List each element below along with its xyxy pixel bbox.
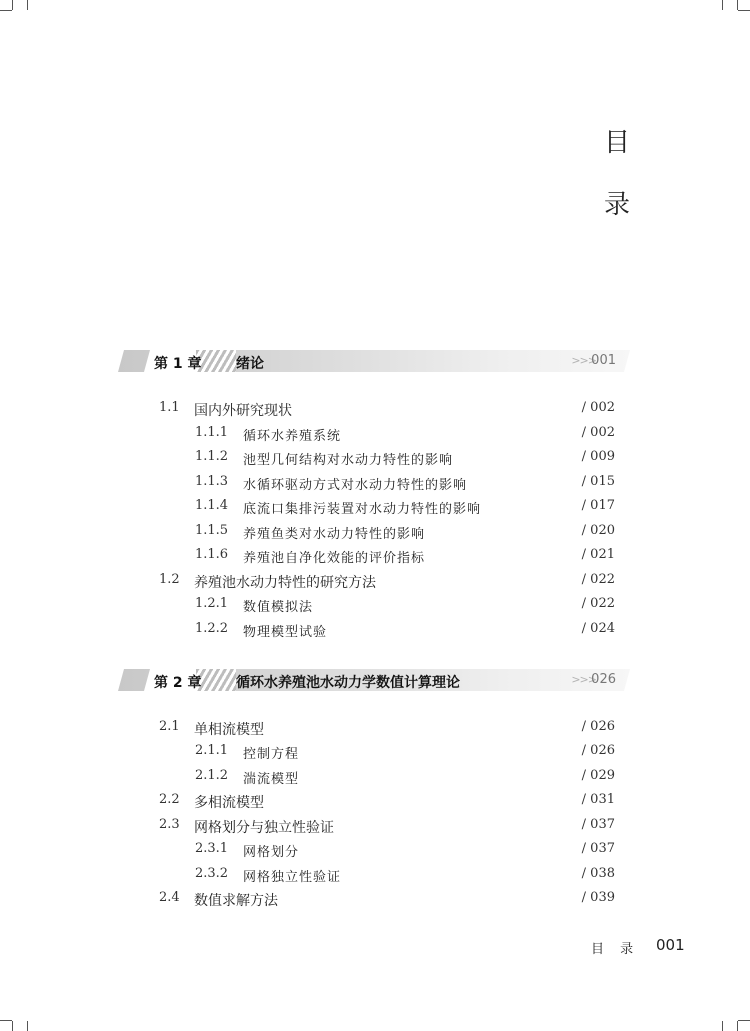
entry-page: / 009 [581,449,615,464]
entry-page: / 024 [581,621,615,636]
entry-number: 1.1 [159,400,180,415]
entry-title: 数值求解方法 [194,893,278,909]
entry-title: 控制方程 [243,747,300,762]
entry-title: 网格划分与独立性验证 [194,820,334,836]
toc-entry[interactable] [0,523,750,543]
crop-mark [27,0,28,10]
entry-title: 网格独立性验证 [243,870,342,885]
toc-entry[interactable] [0,449,750,469]
chapter-header[interactable] [118,669,630,691]
toc-entry[interactable] [0,474,750,494]
toc-entry[interactable] [0,596,750,616]
chapter-arrows: >>> [571,354,596,367]
entry-page: / 020 [581,523,615,538]
entry-page: / 031 [581,792,615,807]
entry-title: 养殖池自净化效能的评价指标 [243,551,426,566]
entry-number: 2.3.2 [195,866,229,881]
toc-entry[interactable] [0,572,750,592]
entry-title: 水循环驱动方式对水动力特性的影响 [243,478,468,493]
entry-number: 1.1.3 [195,474,229,489]
entry-title: 养殖池水动力特性的研究方法 [194,575,376,591]
toc-entry[interactable] [0,547,750,567]
crop-mark [27,1021,28,1031]
page-title-char: 录 [603,190,630,220]
entry-title: 循环水养殖系统 [243,429,342,444]
crop-mark [0,10,12,11]
entry-number: 2.1 [159,719,180,734]
toc-entry[interactable] [0,792,750,812]
entry-title: 湍流模型 [243,772,300,787]
entry-page: / 002 [581,425,615,440]
entry-number: 1.1.1 [195,425,229,440]
entry-title: 物理模型试验 [243,625,328,640]
chapter-slash-decoration [196,350,236,372]
toc-entry[interactable] [0,743,750,763]
entry-page: / 015 [581,474,615,489]
entry-page: / 002 [581,400,615,415]
chapter-title: 绪论 [236,356,264,372]
footer-section-label: 目 录 [591,942,640,957]
entry-page: / 026 [581,719,615,734]
entry-title: 底流口集排污装置对水动力特性的影响 [243,502,482,517]
entry-number: 2.1.2 [195,768,229,783]
chapter-label: 第 1 章 [154,356,202,372]
entry-number: 1.1.6 [195,547,229,562]
toc-entry[interactable] [0,817,750,837]
entry-number: 2.2 [159,792,180,807]
toc-entry[interactable] [0,866,750,886]
chapter-slash-decoration [196,669,236,691]
entry-number: 1.2.2 [195,621,229,636]
entry-number: 1.2 [159,572,180,587]
entry-number: 1.1.2 [195,449,229,464]
entry-title: 池型几何结构对水动力特性的影响 [243,453,454,468]
crop-mark [737,1021,738,1031]
entry-page: / 038 [581,866,615,881]
entry-title: 多相流模型 [194,795,264,811]
entry-page: / 037 [581,817,615,832]
entry-page: / 026 [581,743,615,758]
entry-page: / 017 [581,498,615,513]
entry-page: / 029 [581,768,615,783]
crop-mark [12,1021,13,1031]
crop-mark [722,1021,723,1031]
crop-mark [738,10,750,11]
entry-page: / 022 [581,596,615,611]
crop-mark [12,0,13,10]
toc-entry[interactable] [0,719,750,739]
chapter-label: 第 2 章 [154,675,202,691]
toc-entry[interactable] [0,498,750,518]
page-title-char: 目 [603,128,630,158]
crop-mark [737,0,738,10]
toc-entry[interactable] [0,841,750,861]
entry-title: 单相流模型 [194,722,264,738]
toc-entry[interactable] [0,400,750,420]
entry-page: / 022 [581,572,615,587]
toc-entry[interactable] [0,621,750,641]
entry-number: 1.1.4 [195,498,229,513]
footer-page-number: 001 [656,936,685,954]
toc-entry[interactable] [0,890,750,910]
entry-number: 2.4 [159,890,180,905]
entry-page: / 039 [581,890,615,905]
chapter-arrows: >>> [571,673,596,686]
entry-title: 网格划分 [243,845,300,860]
chapter-page: 001 [591,353,616,368]
entry-number: 1.2.1 [195,596,229,611]
chapter-page: 026 [591,672,616,687]
entry-title: 国内外研究现状 [194,403,292,419]
chapter-header[interactable] [118,350,630,372]
entry-title: 养殖鱼类对水动力特性的影响 [243,527,426,542]
entry-title: 数值模拟法 [243,600,314,615]
entry-number: 1.1.5 [195,523,229,538]
entry-page: / 021 [581,547,615,562]
entry-number: 2.3.1 [195,841,229,856]
entry-number: 2.3 [159,817,180,832]
entry-page: / 037 [581,841,615,856]
chapter-title: 循环水养殖池水动力学数值计算理论 [236,675,460,691]
crop-mark [738,1020,750,1021]
entry-number: 2.1.1 [195,743,229,758]
toc-entry[interactable] [0,425,750,445]
crop-mark [722,0,723,10]
crop-mark [0,1020,12,1021]
toc-entry[interactable] [0,768,750,788]
